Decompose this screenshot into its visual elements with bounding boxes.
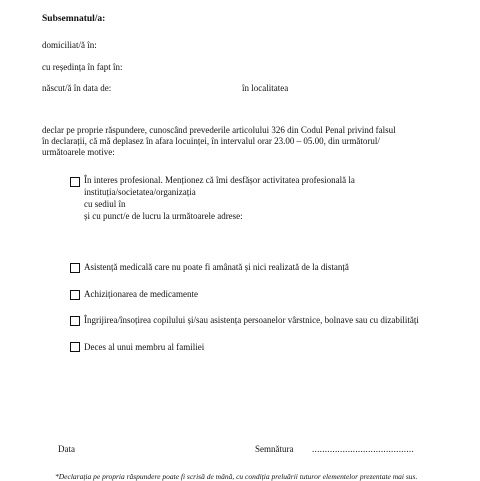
- birth-date-label: născut/ă în data de:: [42, 83, 112, 93]
- footnote: *Declarația pe propria răspundere poate fi scrisă de mână, cu condiția preluării tuturor elementelor prezentate mai sus.: [55, 472, 418, 481]
- medical-label: Asistență medicală care nu poate fi amânată și nici realizată de la distanță: [84, 262, 349, 272]
- death-checkbox[interactable]: [70, 342, 80, 352]
- undersigned-label: Subsemnatul/a:: [42, 14, 106, 24]
- declaration-line-3: următoarele motive:: [42, 147, 115, 157]
- domicile-label: domiciliat/ă în:: [42, 40, 97, 50]
- signature-label: Semnătura: [255, 444, 294, 454]
- professional-checkbox[interactable]: [70, 177, 80, 187]
- care-label: Îngrijirea/însoțirea copilului și/sau asistența persoanelor vârstnice, bolnave sau cu dizabilități: [84, 315, 419, 325]
- death-label: Deces al unui membru al familiei: [84, 342, 205, 352]
- date-label: Data: [58, 444, 75, 454]
- professional-label: În interes profesional. Menționez că îmi desfășor activitatea profesională la: [84, 175, 355, 185]
- care-checkbox[interactable]: [70, 316, 80, 326]
- workplace-addresses-label: și cu punct/e de lucru la următoarele adrese:: [84, 211, 243, 221]
- declaration-line-1: declar pe proprie răspundere, cunoscând prevederile articolului 326 din Codul Penal privind falsul: [42, 125, 396, 135]
- institution-label: instituția/societatea/organizația: [84, 187, 196, 197]
- medication-checkbox[interactable]: [70, 290, 80, 300]
- declaration-line-2: în declarații, că mă deplasez în afara locuinței, în intervalul orar 23.00 – 05.00, din următorul/: [42, 136, 380, 146]
- medication-label: Achiziționarea de medicamente: [84, 289, 198, 299]
- birth-place-label: în localitatea: [242, 83, 289, 93]
- residence-label: cu reședința în fapt în:: [42, 62, 123, 72]
- headquarters-label: cu sediul în: [84, 199, 126, 209]
- signature-line[interactable]: ........................................: [312, 444, 414, 454]
- medical-checkbox[interactable]: [70, 263, 80, 273]
